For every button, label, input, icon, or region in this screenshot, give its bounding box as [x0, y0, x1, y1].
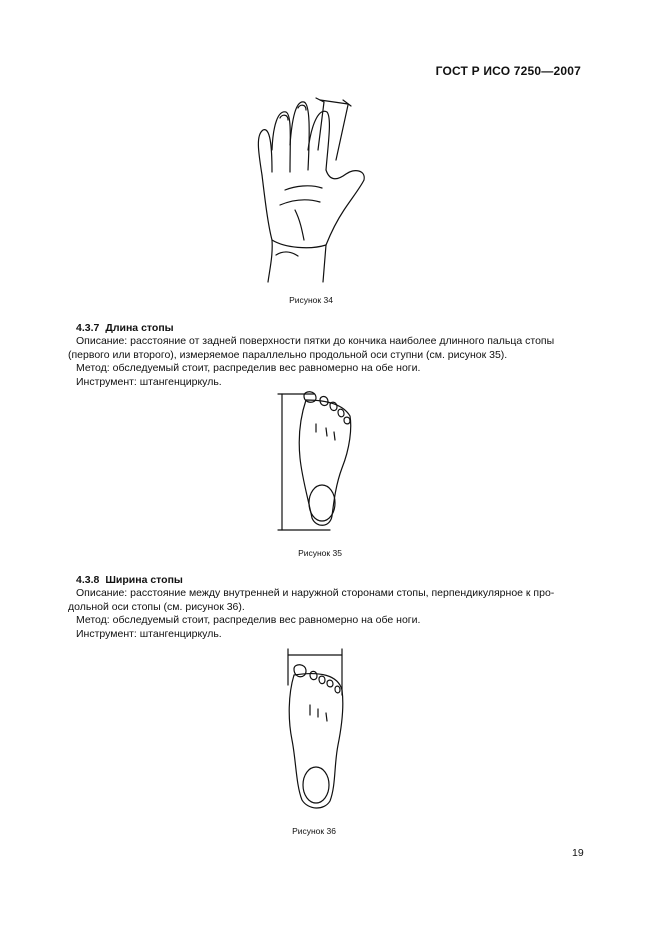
section-number: 4.3.7 [76, 322, 100, 334]
description-line: Описание: расстояние между внутренней и наружной сторонами стопы, перпендикулярное к про- [76, 587, 555, 600]
section-heading: Длина стопы [105, 322, 174, 334]
page-number: 19 [572, 847, 584, 859]
document-header: ГОСТ Р ИСО 7250—2007 [435, 64, 581, 78]
section-title [76, 322, 586, 335]
instrument-text: Инструмент: штангенциркуль. [76, 375, 222, 388]
figure-36-caption: Рисунок 36 [292, 826, 336, 836]
section-4-3-8 [68, 574, 586, 641]
description-line: дольной оси стопы (см. рисунок 36). [68, 600, 245, 613]
instrument-text: Инструмент: штангенциркуль. [76, 627, 222, 640]
section-heading: Ширина стопы [105, 574, 183, 586]
description-line: (первого или второго), измеряемое параллельно продольной оси ступни (см. рисунок 35). [68, 348, 508, 361]
hand-figure [240, 90, 380, 285]
figure-34-caption: Рисунок 34 [289, 295, 333, 305]
foot-length-figure [270, 388, 370, 538]
figure-35-caption: Рисунок 35 [298, 548, 342, 558]
method-text: Метод: обследуемый стоит, распределив вес равномерно на обе ноги. [76, 614, 421, 627]
foot-width-figure [280, 645, 360, 815]
section-title [76, 574, 586, 587]
section-4-3-7 [68, 322, 586, 389]
section-number: 4.3.8 [76, 574, 100, 586]
description-line: Описание: расстояние от задней поверхности пятки до кончика наиболее длинного пальца стопы [76, 335, 555, 348]
method-text: Метод: обследуемый стоит, распределив вес равномерно на обе ноги. [76, 362, 421, 375]
